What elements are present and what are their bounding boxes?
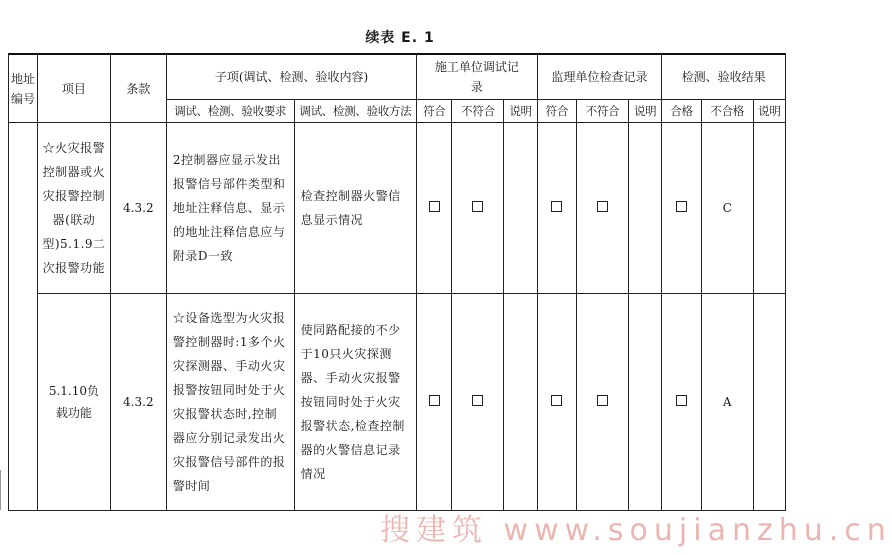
header-construction-fail: 不符合 bbox=[452, 100, 504, 123]
header-supervision-pass: 符合 bbox=[537, 100, 576, 123]
header-requirement: 调试、检测、验收要求 bbox=[166, 100, 294, 123]
watermark: 搜建筑 www.soujianzhu.cn bbox=[380, 513, 892, 548]
row-item: ☆火灾报警控制器或火灾报警控制器(联动型)5.1.9二次报警功能 bbox=[38, 123, 111, 294]
supervision-pass-checkbox[interactable] bbox=[537, 123, 576, 294]
header-construction-pass: 符合 bbox=[417, 100, 452, 123]
header-address-code: 地址编号 bbox=[9, 54, 38, 123]
header-supervision-fail: 不符合 bbox=[577, 100, 629, 123]
result-note-cell bbox=[753, 294, 785, 511]
row-requirement: 2控制器应显示发出报警信号部件类型和地址注释信息、显示的地址注释信息应与附录D一致 bbox=[166, 123, 294, 294]
header-clause: 条款 bbox=[110, 54, 166, 123]
table-title: 续表 E. 1 bbox=[365, 30, 435, 46]
margin-mark bbox=[0, 470, 5, 510]
supervision-pass-checkbox[interactable] bbox=[537, 294, 576, 511]
header-result: 检测、验收结果 bbox=[662, 54, 786, 100]
header-construction-note: 说明 bbox=[504, 100, 537, 123]
row-clause: 4.3.2 bbox=[110, 294, 166, 511]
header-construction: 施工单位调试记录 bbox=[417, 54, 538, 100]
table-row bbox=[9, 294, 786, 511]
result-code: A bbox=[701, 294, 753, 511]
row-clause: 4.3.2 bbox=[110, 123, 166, 294]
header-sub-item: 子项(调试、检测、验收内容) bbox=[166, 54, 416, 100]
construction-note-cell bbox=[504, 123, 537, 294]
supervision-note-cell bbox=[629, 294, 662, 511]
result-qualified-checkbox[interactable] bbox=[662, 294, 701, 511]
header-result-unqualified: 不合格 bbox=[701, 100, 753, 123]
supervision-note-cell bbox=[629, 123, 662, 294]
construction-pass-checkbox[interactable] bbox=[417, 294, 452, 511]
header-result-note: 说明 bbox=[753, 100, 785, 123]
header-supervision: 监理单位检查记录 bbox=[537, 54, 662, 100]
result-note-cell bbox=[753, 123, 785, 294]
inspection-table bbox=[8, 53, 786, 511]
result-code: C bbox=[701, 123, 753, 294]
construction-note-cell bbox=[504, 294, 537, 511]
header-result-qualified: 合格 bbox=[662, 100, 701, 123]
row-requirement: ☆设备选型为火灾报警控制器时:1多个火灾探测器、手动火灾报警按钮同时处于火灾报警状态时,控制器应分别记录发出火灾报警信号部件的报警时间 bbox=[166, 294, 294, 511]
supervision-fail-checkbox[interactable] bbox=[577, 294, 629, 511]
construction-fail-checkbox[interactable] bbox=[452, 123, 504, 294]
address-code-cell bbox=[9, 123, 38, 511]
construction-fail-checkbox[interactable] bbox=[452, 294, 504, 511]
row-method: 使同路配接的不少于10只火灾探测器、手动火灾报警按钮同时处于火灾报警状态,检查控制器的火警信息记录情况 bbox=[294, 294, 417, 511]
header-method: 调试、检测、验收方法 bbox=[294, 100, 417, 123]
table-row bbox=[9, 123, 786, 294]
header-supervision-note: 说明 bbox=[629, 100, 662, 123]
construction-pass-checkbox[interactable] bbox=[417, 123, 452, 294]
row-method: 检查控制器火警信息显示情况 bbox=[294, 123, 417, 294]
supervision-fail-checkbox[interactable] bbox=[577, 123, 629, 294]
row-item: 5.1.10负载功能 bbox=[38, 294, 111, 511]
result-qualified-checkbox[interactable] bbox=[662, 123, 701, 294]
header-item: 项目 bbox=[38, 54, 111, 123]
